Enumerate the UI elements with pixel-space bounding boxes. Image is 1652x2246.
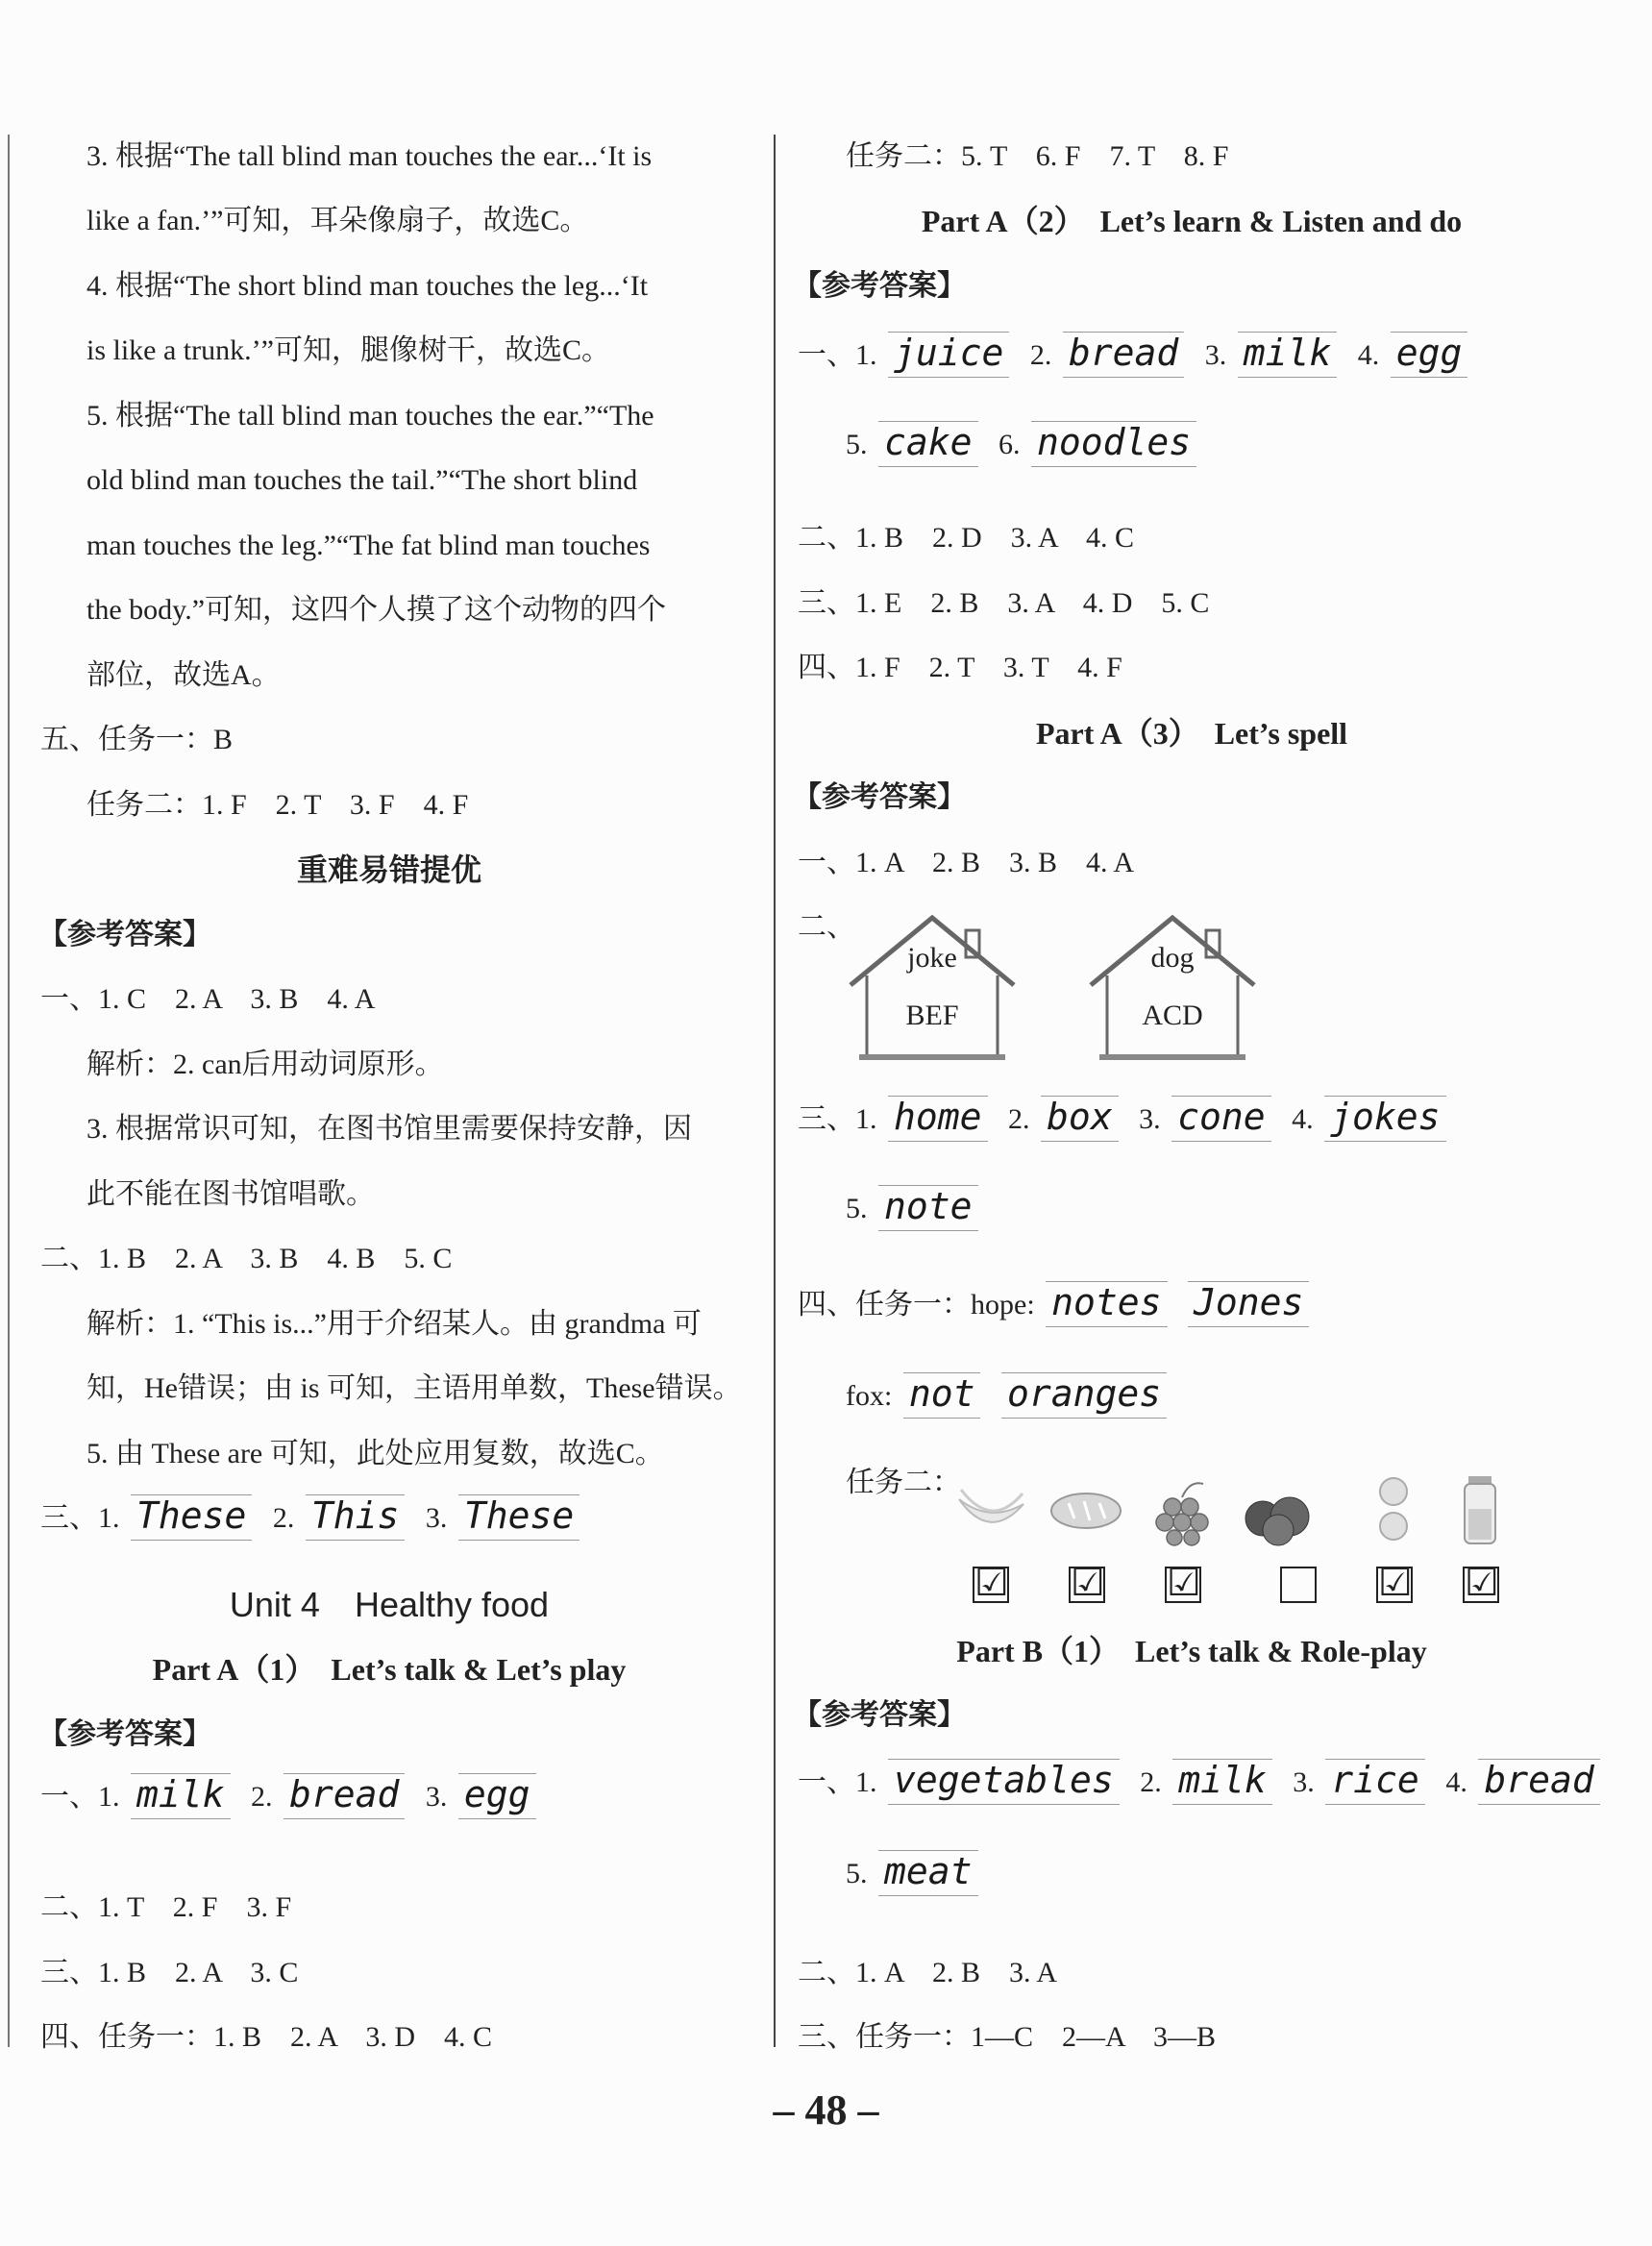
text-line: 任务二：1. F 2. T 3. F 4. F (86, 789, 469, 821)
left-margin-rule (8, 135, 10, 2047)
handwriting-row (846, 421, 1210, 467)
question-number: 5. (846, 429, 868, 460)
part-title: Part B（1） Let’s talk & Role-play (956, 1634, 1427, 1668)
handwriting-row (846, 1372, 1180, 1419)
grapes-icon (1144, 1470, 1221, 1547)
food-check-row (951, 1470, 1509, 1605)
handwritten-answer: cake (878, 421, 978, 467)
handwritten-answer: cone (1171, 1096, 1271, 1142)
handwriting-row (798, 332, 1481, 378)
text-line: 任务二：5. T 6. F 7. T 8. F (846, 140, 1229, 172)
text-line: 3. 根据常识可知，在图书馆里需要保持安静，因 (86, 1113, 692, 1145)
house-diagram (1086, 913, 1259, 1067)
handwriting-row (846, 1185, 992, 1231)
handwritten-answer: rice (1325, 1759, 1425, 1805)
check-box: ☑ (1071, 1561, 1105, 1605)
question-prefix: 三、1. (40, 1502, 120, 1534)
question-number: 2. (1008, 1103, 1030, 1135)
section-title: 重难易错提优 (296, 852, 481, 887)
text-line: 二、 (798, 911, 855, 943)
text-line: 此不能在图书馆唱歌。 (86, 1178, 375, 1210)
question-number: 3. (1293, 1766, 1315, 1798)
handwritten-answer: milk (1172, 1759, 1272, 1805)
handwritten-answer: These (458, 1494, 579, 1541)
answer-key-label: 【参考答案】 (793, 781, 966, 813)
text-line: is like a trunk.’”可知，腿像树干，故选C。 (86, 334, 610, 366)
text-line: 5. 由 These are 可知，此处应用复数，故选C。 (86, 1438, 664, 1469)
question-prefix: 一、1. (798, 1766, 877, 1798)
question-number: 3. (1139, 1103, 1161, 1135)
handwritten-answer: home (888, 1096, 988, 1142)
text-line: 二、1. B 2. A 3. B 4. B 5. C (40, 1243, 453, 1274)
bread-icon (1048, 1470, 1124, 1547)
question-number: 4. (1445, 1766, 1467, 1798)
column-divider (774, 135, 776, 2047)
text-line: like a fan.’”可知，耳朵像扇子，故选C。 (86, 205, 589, 236)
text-line: 二、1. B 2. D 3. A 4. C (798, 522, 1135, 554)
text-line: 知，He错误；由 is 可知，主语用单数，These错误。 (86, 1372, 742, 1404)
text-line: 三、任务一：1—C 2—A 3—B (798, 2021, 1217, 2053)
check-box (1280, 1567, 1317, 1603)
text-line: old blind man touches the tail.”“The short blind (86, 464, 638, 496)
handwritten-answer: bread (1063, 332, 1184, 378)
question-number: 2. (272, 1502, 295, 1534)
handwritten-answer: box (1041, 1096, 1119, 1142)
question-number: 3. (425, 1502, 448, 1534)
handwriting-row (40, 1494, 593, 1541)
handwriting-row (846, 1850, 992, 1896)
handwritten-answer: bread (1478, 1759, 1599, 1805)
text-line: 一、1. A 2. B 3. B 4. A (798, 847, 1135, 878)
handwritten-answer: This (306, 1494, 406, 1541)
text-line: 四、1. F 2. T 3. T 4. F (798, 652, 1122, 683)
handwritten-answer: note (878, 1185, 978, 1231)
house-icon (846, 913, 1019, 1067)
question-prefix: 三、1. (798, 1103, 877, 1135)
handwritten-answer: not (903, 1372, 981, 1419)
question-number: 5. (846, 1193, 868, 1224)
text-line: 解析：2. can后用动词原形。 (86, 1049, 444, 1080)
text-line: the body.”可知，这四个人摸了这个动物的四个 (86, 594, 667, 626)
house-letters: ACD (1142, 1000, 1203, 1031)
house-word: dog (1150, 942, 1195, 974)
check-box: ☑ (1378, 1561, 1413, 1605)
part-title: Part A（3） Let’s spell (1035, 716, 1348, 751)
handwritten-answer: milk (131, 1773, 231, 1819)
check-box: ☑ (1167, 1561, 1201, 1605)
handwritten-answer: milk (1238, 332, 1338, 378)
handwriting-row (798, 1096, 1460, 1142)
handwritten-answer: jokes (1324, 1096, 1445, 1142)
question-number: 6. (999, 429, 1021, 460)
text-line: 3. 根据“The tall blind man touches the ear...‘It is (86, 140, 653, 172)
text-line: 五、任务一：B (40, 724, 234, 755)
answer-key-label: 【参考答案】 (38, 1718, 211, 1750)
text-line: man touches the leg.”“The fat blind man touches (86, 530, 651, 561)
banana-icon (951, 1470, 1028, 1547)
handwritten-answer: egg (458, 1773, 536, 1819)
check-box: ☑ (974, 1561, 1009, 1605)
handwritten-answer: noodles (1031, 421, 1196, 467)
task-prefix: fox: (846, 1380, 893, 1412)
text-line: 二、1. A 2. B 3. A (798, 1957, 1058, 1988)
text-line: 二、1. T 2. F 3. F (40, 1891, 292, 1923)
part-title: Part A（2） Let’s learn & Listen and do (921, 204, 1463, 238)
handwritten-answer: egg (1391, 332, 1468, 378)
house-icon (1086, 913, 1259, 1067)
handwritten-answer: These (131, 1494, 252, 1541)
answer-key-label: 【参考答案】 (793, 270, 966, 302)
answer-key-label: 【参考答案】 (38, 919, 211, 950)
question-number: 2. (251, 1781, 273, 1813)
question-number: 5. (846, 1858, 868, 1889)
answer-key-label: 【参考答案】 (793, 1699, 966, 1731)
task-label: 任务二： (846, 1467, 961, 1498)
text-line: 四、任务一：1. B 2. A 3. D 4. C (40, 2021, 493, 2053)
juice-icon (1442, 1470, 1518, 1547)
question-number: 3. (425, 1781, 448, 1813)
handwritten-answer: bread (284, 1773, 405, 1819)
handwriting-row (40, 1773, 550, 1819)
text-line: 4. 根据“The short blind man touches the leg...‘It (86, 270, 649, 302)
question-number: 3. (1204, 339, 1227, 371)
tomato-icon (1240, 1470, 1317, 1547)
check-box: ☑ (1465, 1561, 1499, 1605)
question-number: 4. (1292, 1103, 1314, 1135)
page-number: – 48 – (773, 2086, 879, 2134)
house-word: joke (907, 942, 957, 974)
task-prefix: 四、任务一：hope: (798, 1289, 1035, 1320)
text-line: 三、1. E 2. B 3. A 4. D 5. C (798, 587, 1210, 619)
handwritten-answer: juice (888, 332, 1009, 378)
question-number: 2. (1029, 339, 1052, 371)
text-line: 5. 根据“The tall blind man touches the ear.”“The (86, 400, 654, 432)
handwritten-answer: oranges (1001, 1372, 1167, 1419)
question-prefix: 一、1. (40, 1781, 120, 1813)
text-line: 三、1. B 2. A 3. C (40, 1957, 299, 1988)
handwriting-row (798, 1759, 1614, 1805)
handwritten-answer: Jones (1188, 1281, 1309, 1327)
handwritten-answer: vegetables (888, 1759, 1120, 1805)
unit-title: Unit 4 Healthy food (229, 1585, 550, 1624)
house-diagram (846, 913, 1019, 1067)
part-title: Part A（1） Let’s talk & Let’s play (152, 1652, 627, 1687)
handwriting-row (798, 1281, 1322, 1327)
text-line: 解析：1. “This is...”用于介绍某人。由 grandma 可 (86, 1308, 702, 1340)
orange-icon (1355, 1470, 1432, 1547)
text-line: 部位，故选A。 (86, 659, 281, 691)
handwritten-answer: meat (878, 1850, 978, 1896)
question-number: 4. (1357, 339, 1380, 371)
house-letters: BEF (905, 1000, 959, 1031)
question-number: 2. (1140, 1766, 1162, 1798)
handwritten-answer: notes (1046, 1281, 1167, 1327)
text-line: 一、1. C 2. A 3. B 4. A (40, 983, 376, 1015)
question-prefix: 一、1. (798, 339, 877, 371)
